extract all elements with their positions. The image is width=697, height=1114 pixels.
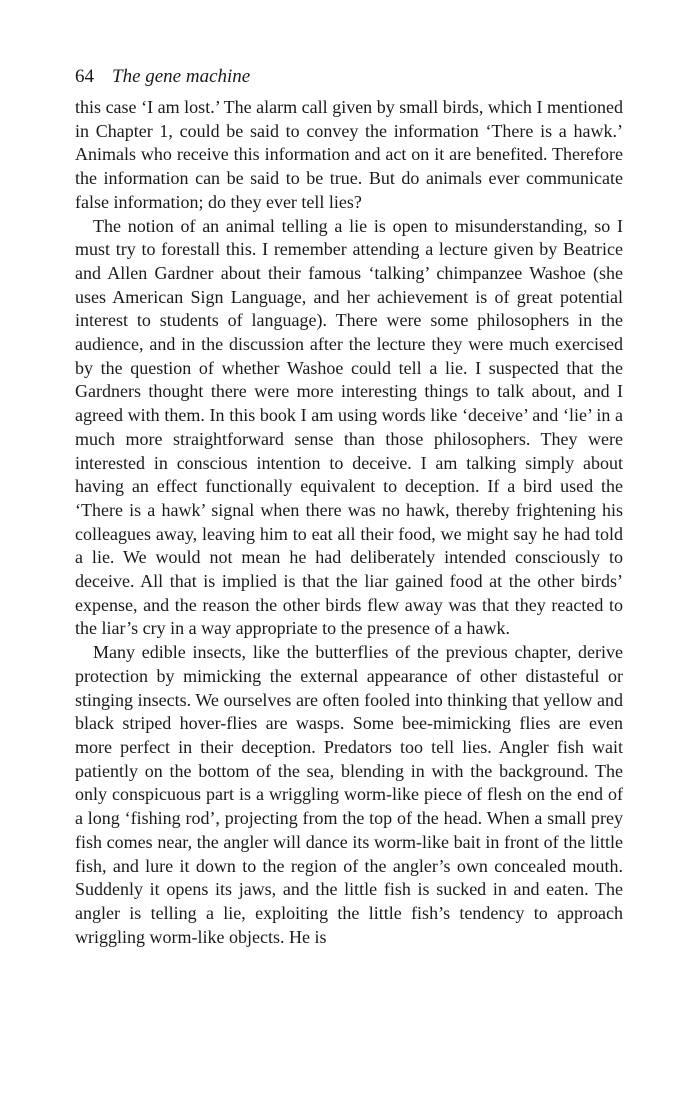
paragraph-lie-definition: The notion of an animal telling a lie is open to misunderstanding, so I must try to forestall this. I remember attending a lecture given by Beatrice and Allen Gardner about their famous ‘talking’ chimpanzee Washoe (she uses American Sign Language, and her achievement is of great potential interest to students of language). There were some philosophers in the audience, and in the discussion after the lecture they were much exercised by the question of whether Washoe could tell a lie. I suspected that the Gardners thought there were more interesting things to talk about, and I agreed with them. In this book I am using words like ‘deceive’ and ‘lie’ in a much more straightforward sense than those philosophers. They were interested in conscious intention to deceive. I am talking simply about having an effect functionally equivalent to deception. If a bird used the ‘There is a hawk’ signal when there was no hawk, thereby frightening his colleagues away, leaving him to eat all their food, we might say he had told a lie. We would not mean he had deliberately intended consciously to deceive. All that is implied is that the liar gained food at the other birds’ expense, and the reason the other birds flew away was that they reacted to the liar’s cry in a way appropriate to the presence of a hawk. [75, 215, 623, 639]
page-number: 64 [75, 66, 94, 87]
paragraph-continuation: this case ‘I am lost.’ The alarm call given by small birds, which I mentioned in Chapter 1, could be said to convey the information ‘There is a hawk.’ Animals who receive this information and act on it are benefited. Therefore the information can be said to be true. But do animals ever communicate false information; do they ever tell lies? [75, 97, 623, 212]
running-title: The gene machine [112, 66, 251, 87]
book-page [75, 62, 623, 949]
running-header [75, 62, 623, 92]
body-text [75, 96, 623, 949]
paragraph-mimicry: Many edible insects, like the butterflies of the previous chapter, derive protection by mimicking the external appearance of other distasteful or stinging insects. We ourselves are often fooled into thinking that yellow and black striped hover-flies are wasps. Some bee-mimicking flies are even more perfect in their deception. Predators too tell lies. Angler fish wait patiently on the bottom of the sea, blending in with the background. The only conspicuous part is a wriggling worm-like piece of flesh on the end of a long ‘fishing rod’, projecting from the top of the head. When a small prey fish comes near, the angler will dance its worm-like bait in front of the little fish, and lure it down to the region of the angler’s own concealed mouth. Suddenly it opens its jaws, and the little fish is sucked in and eaten. The angler is telling a lie, exploiting the little fish’s tendency to approach wriggling worm-like objects. He is [75, 642, 623, 947]
